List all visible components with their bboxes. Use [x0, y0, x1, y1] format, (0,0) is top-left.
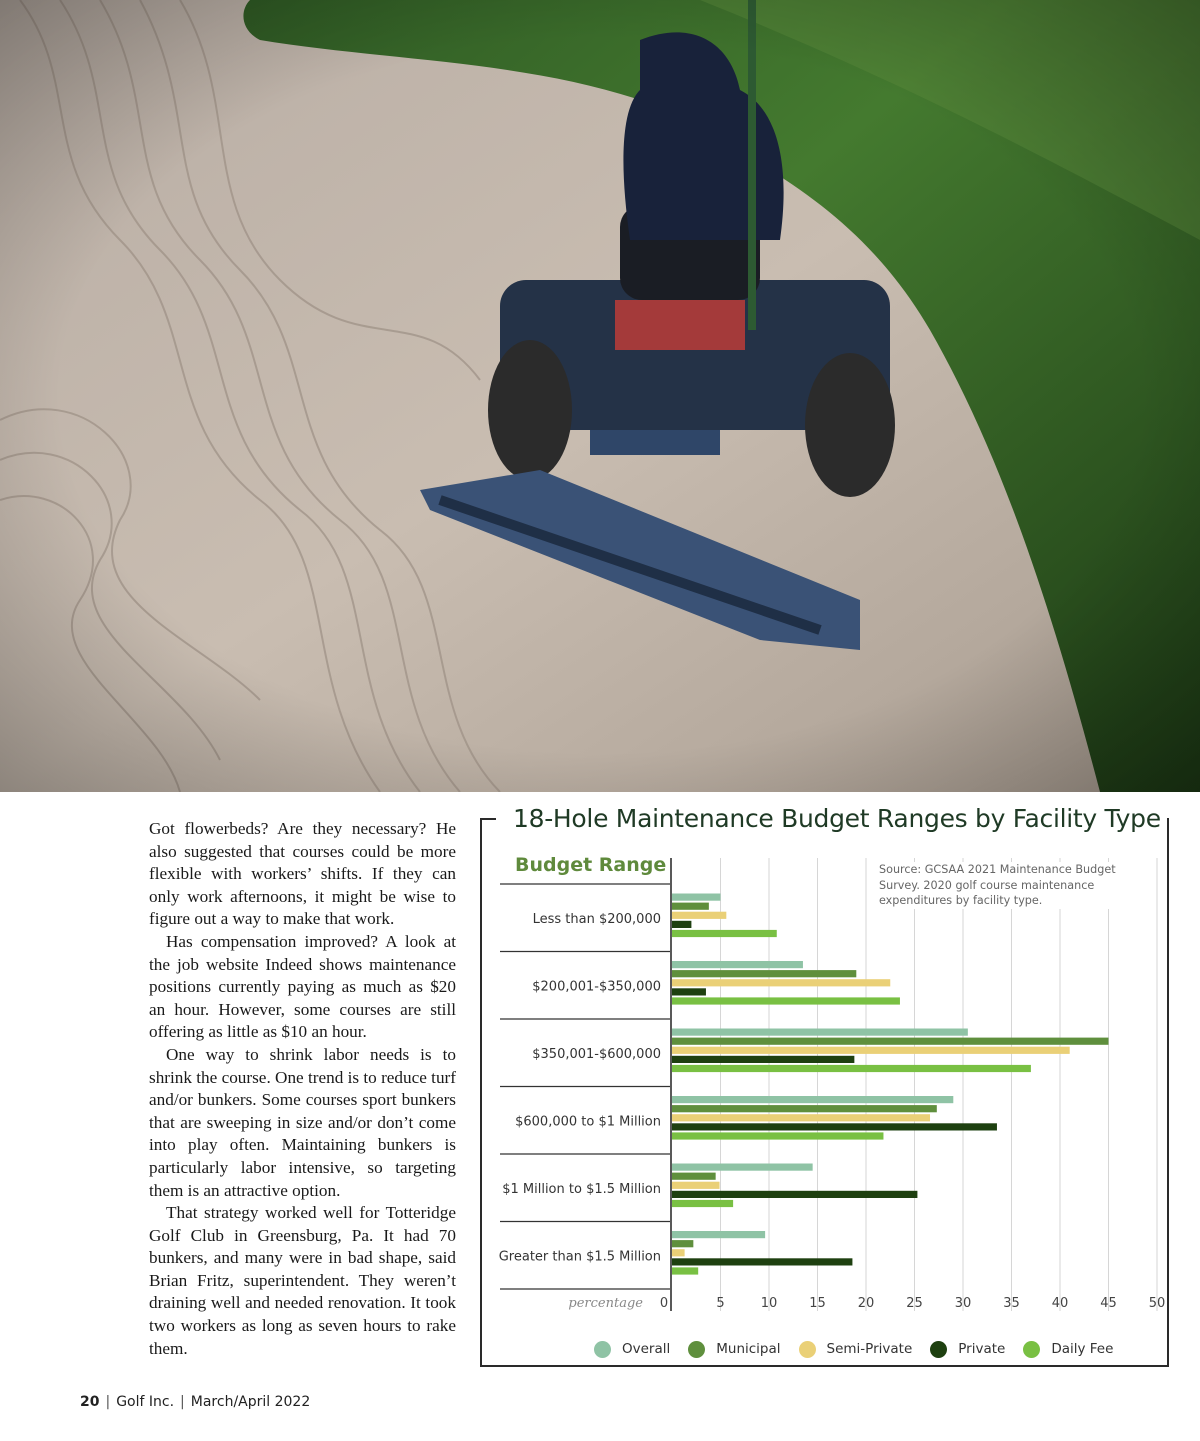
- legend-item: [688, 1341, 788, 1358]
- legend-swatch: [1023, 1341, 1040, 1358]
- bar: [672, 1056, 854, 1063]
- bar: [672, 930, 777, 937]
- category-label: $600,000 to $1 Million: [515, 1114, 661, 1130]
- bar: [672, 1191, 917, 1198]
- legend-item: [799, 1341, 921, 1358]
- bar: [672, 1231, 765, 1238]
- bar: [672, 912, 726, 919]
- bar: [672, 1173, 716, 1180]
- footer-separator: |: [105, 1394, 111, 1410]
- bar: [672, 921, 691, 928]
- legend-swatch: [930, 1341, 947, 1358]
- bar: [672, 1258, 852, 1265]
- page-number: 20: [80, 1394, 100, 1410]
- x-tick-label: 25: [906, 1296, 923, 1311]
- bar: [672, 1164, 813, 1171]
- x-tick-label: 50: [1148, 1296, 1166, 1311]
- bar: [672, 903, 709, 910]
- category-labels: [499, 912, 661, 1265]
- bar: [672, 1200, 733, 1207]
- x-tick-label: 35: [1003, 1296, 1020, 1311]
- legend-item: [594, 1341, 678, 1358]
- article-paragraph: That strategy worked well for Totteridge Golf Club in Greensburg, Pa. It had 70 bunkers, and many were in bad shape, said Brian Fritz, superintendent. They weren’t draining well and needed renovation. It took two workers as long as seven hours to rake them.: [149, 1203, 456, 1358]
- source-note: Source: GCSAA 2021 Maintenance Budget Survey. 2020 golf course maintenance expenditures by facility type.: [879, 862, 1141, 909]
- issue-date: March/April 2022: [190, 1394, 311, 1410]
- legend-label: Daily Fee: [1051, 1341, 1114, 1357]
- bar: [672, 1123, 997, 1130]
- bars: [672, 894, 1109, 1275]
- legend-swatch: [594, 1341, 611, 1358]
- legend-label: Private: [958, 1341, 1006, 1357]
- chart-legend: [594, 1338, 1131, 1360]
- x-tick-labels: [660, 1296, 1165, 1311]
- x-axis-label: percentage: [568, 1296, 643, 1311]
- category-label: $350,001-$600,000: [532, 1046, 661, 1062]
- bar: [672, 979, 890, 986]
- page-footer: [80, 1394, 310, 1410]
- category-separators: [500, 884, 670, 1289]
- bar: [672, 1240, 693, 1247]
- bar: [672, 1132, 883, 1139]
- bar: [672, 1114, 930, 1121]
- bar: [672, 997, 900, 1004]
- bar: [672, 1182, 720, 1189]
- legend-item: [930, 1341, 1013, 1358]
- grid-lines: [721, 858, 1158, 1311]
- bar: [672, 894, 721, 901]
- bar: [672, 1105, 937, 1112]
- publication-name: Golf Inc.: [116, 1394, 175, 1410]
- bar: [672, 1249, 685, 1256]
- legend-swatch: [799, 1341, 816, 1358]
- bar: [672, 1038, 1109, 1045]
- bar: [672, 1096, 953, 1103]
- bar: [672, 1047, 1070, 1054]
- bar: [672, 961, 803, 968]
- chart-title: 18-Hole Maintenance Budget Ranges by Facility Type: [513, 804, 1161, 833]
- legend-label: Semi-Private: [826, 1341, 913, 1357]
- legend-item: [1023, 1341, 1121, 1358]
- x-tick-label: 40: [1051, 1296, 1069, 1311]
- x-tick-label: 30: [954, 1296, 972, 1311]
- category-label: $1 Million to $1.5 Million: [502, 1181, 661, 1197]
- article-paragraph: One way to shrink labor needs is to shrink the course. One trend is to reduce turf and/or bunkers. Some courses sport bunkers that are sweeping in size and/or don’t come into play often. Maintaining bunkers is particularly labor intensive, so targeting them is an attractive option.: [149, 1044, 456, 1200]
- x-tick-label: 0: [659, 1296, 669, 1311]
- article-paragraph: Got flowerbeds? Are they necessary? He also suggested that courses could be more flexible with workers’ shifts. If they can only work afternoons, it might be wise to figure out a way to make that work.: [149, 819, 456, 929]
- x-tick-label: 20: [857, 1296, 875, 1311]
- category-label: Less than $200,000: [532, 911, 661, 927]
- bar: [672, 988, 706, 995]
- x-tick-label: 15: [809, 1296, 826, 1311]
- legend-label: Overall: [622, 1341, 671, 1357]
- x-tick-label: 5: [716, 1296, 725, 1311]
- x-tick-label: 10: [760, 1296, 778, 1311]
- category-label: $200,001-$350,000: [532, 979, 661, 995]
- legend-swatch: [688, 1341, 705, 1358]
- legend-label: Municipal: [716, 1341, 781, 1357]
- x-tick-label: 45: [1100, 1296, 1117, 1311]
- category-label: Greater than $1.5 Million: [498, 1249, 661, 1265]
- article-paragraph: Has compensation improved? A look at the job website Indeed shows maintenance positions currently paying as much as $20 an hour. However, some courses are still offering as little as $10 an hour.: [149, 931, 456, 1042]
- bar: [672, 1267, 698, 1274]
- footer-separator: |: [180, 1394, 185, 1410]
- bar: [672, 1029, 968, 1036]
- bar: [672, 970, 856, 977]
- category-header: Budget Range: [515, 854, 667, 876]
- bar: [672, 1065, 1031, 1072]
